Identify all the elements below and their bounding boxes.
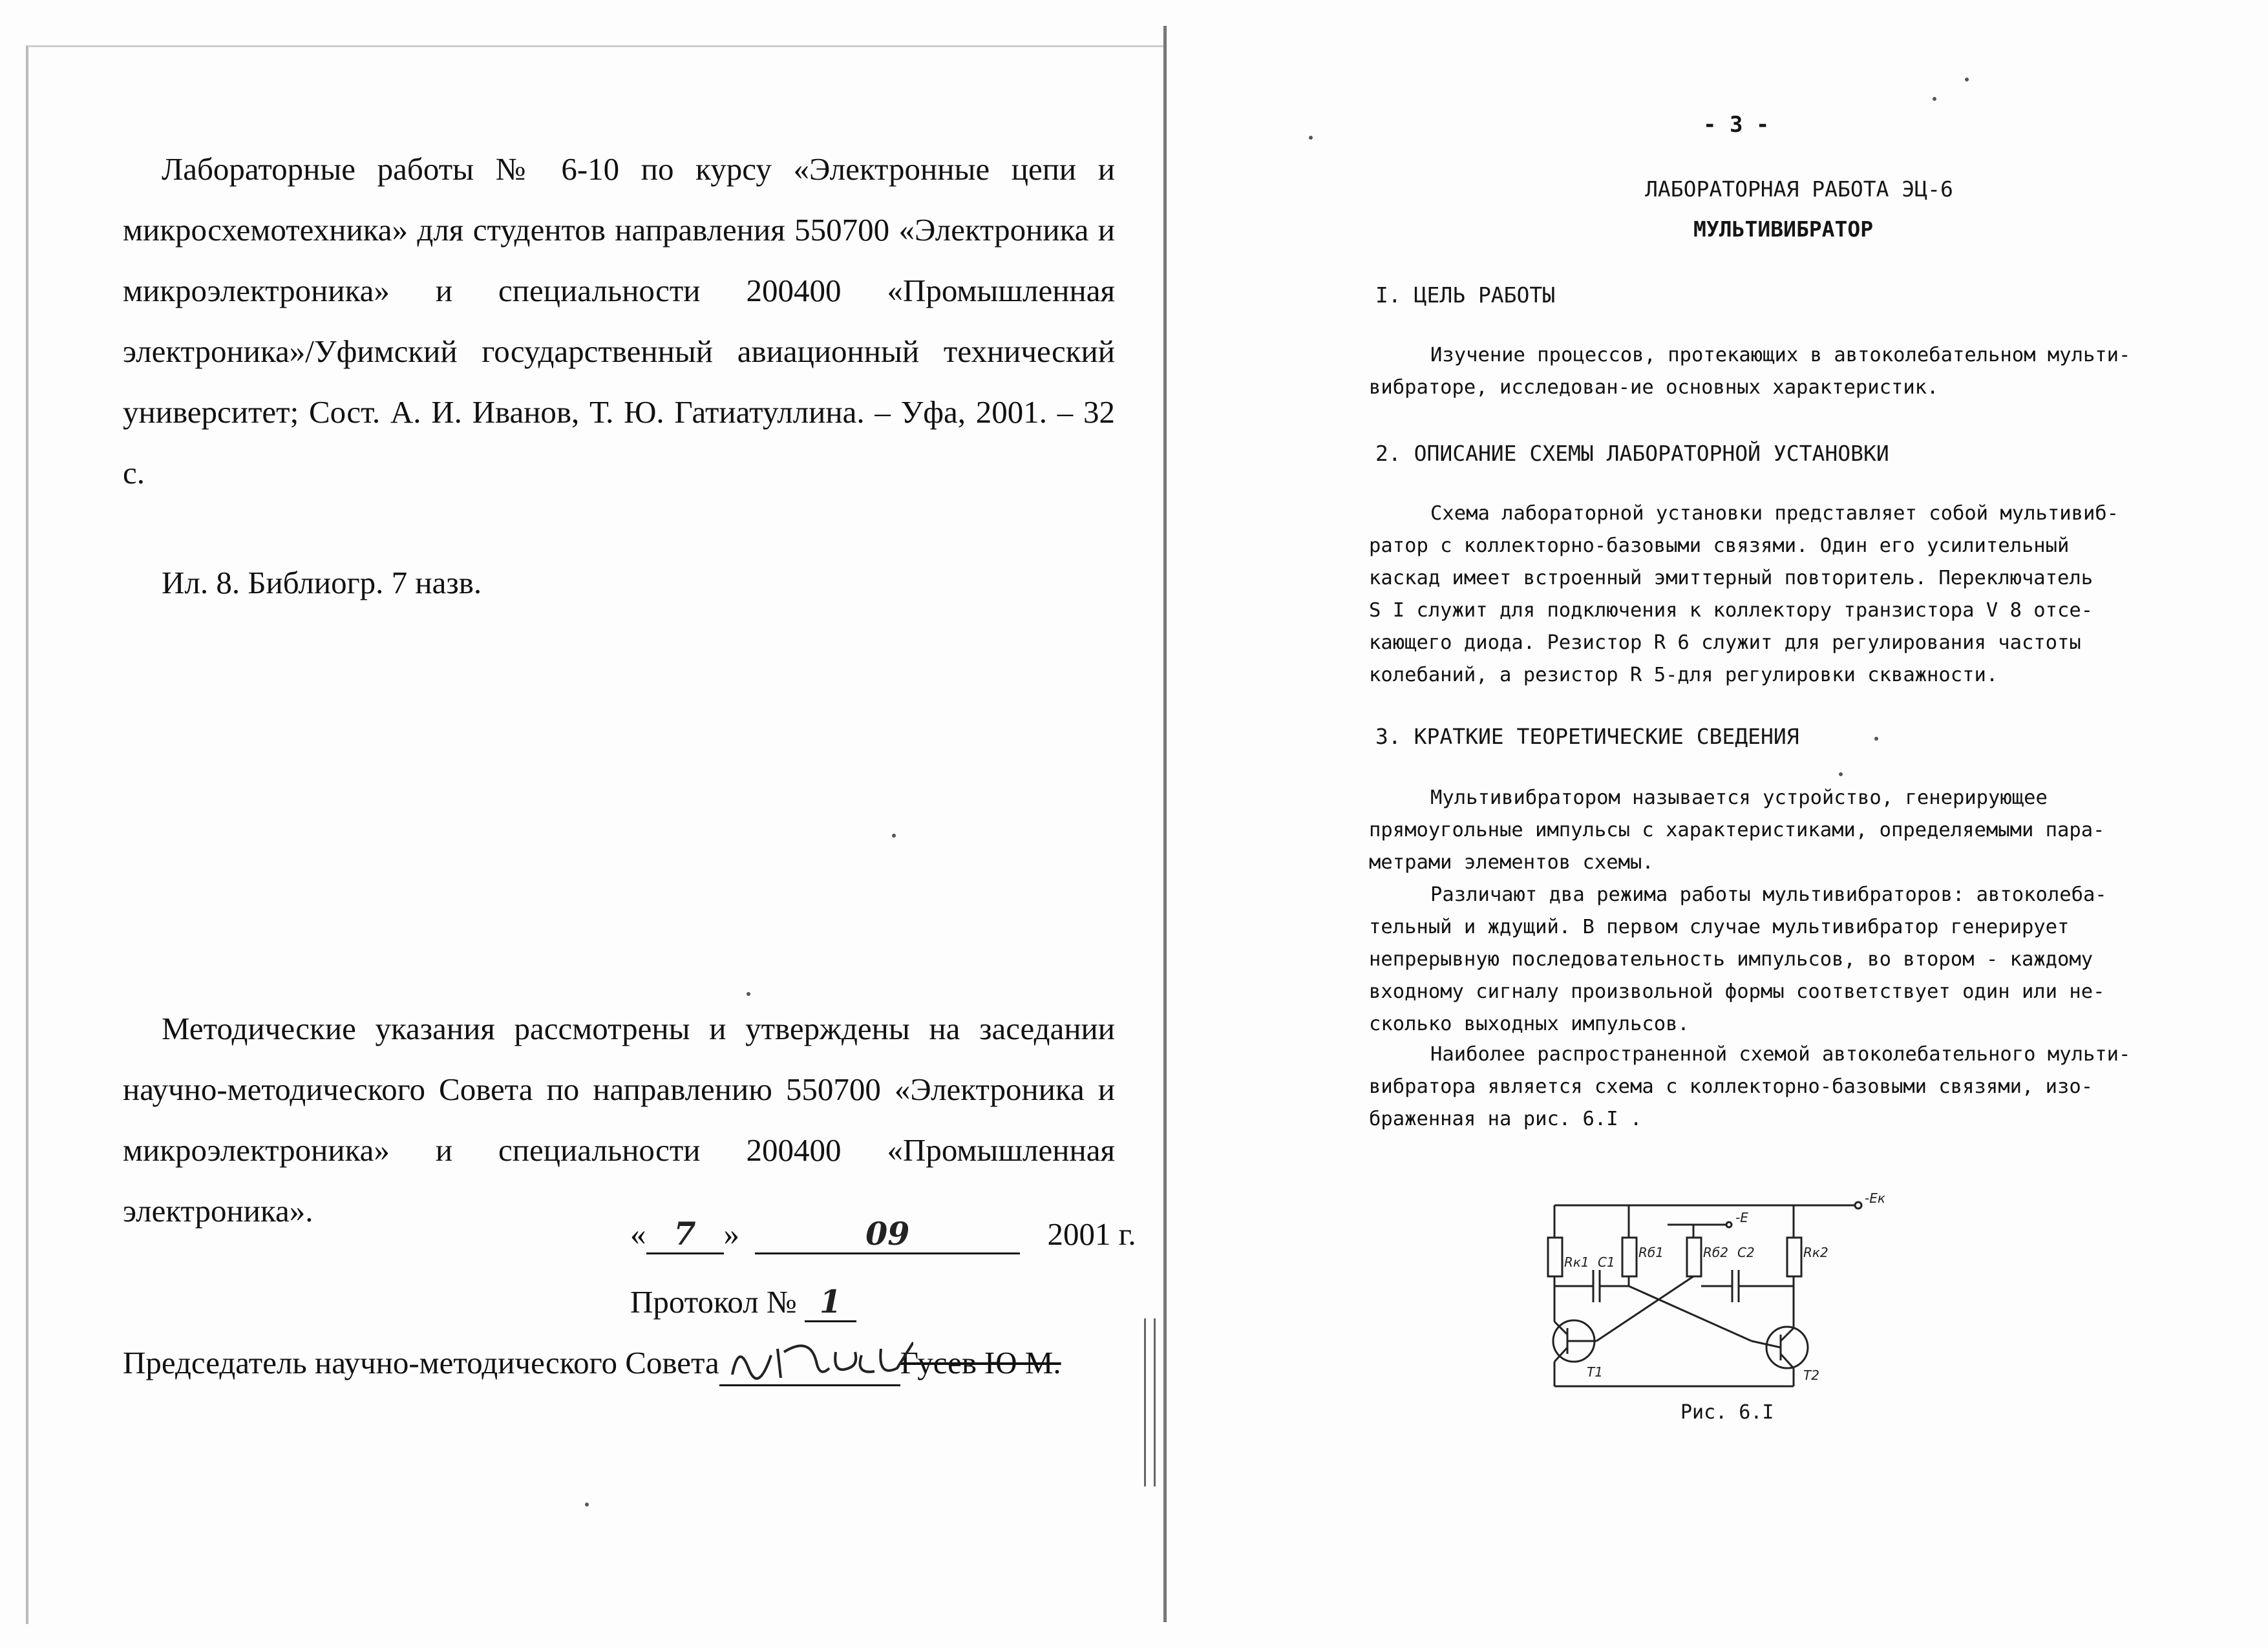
text-line: входному сигналу произвольной формы соответствует один или не- — [1369, 980, 2105, 1003]
lab-subtitle: МУЛЬТИВИБРАТОР — [1693, 217, 1874, 242]
text-line: Мультивибратором называется устройство, генерирующее — [1430, 787, 2048, 809]
chair-label: Председатель научно-методического Совета — [123, 1345, 719, 1380]
bibliographic-record: Лабораторные работы № 6-10 по курсу «Электронные цепи и микросхемотехника» для студентов направления 550700 «Электроника и микроэлектроника» и специальности 200400 «Промышленная электроника»/Уфимский государственный авиационный технический университет; Сост. А. И. Иванов, Т. Ю. Гатиатуллина. – Уфа, 2001. – 32 с. — [123, 151, 1115, 491]
label-rb1: Rб1 — [1638, 1245, 1664, 1260]
theory-paragraph-1 — [1369, 782, 2190, 879]
label-rk1: Rк1 — [1564, 1254, 1589, 1270]
text-line: сколько выходных импульсов. — [1369, 1013, 1690, 1035]
label-rb2: Rб2 — [1703, 1245, 1728, 1260]
text-line: вибраторе, исследован-ие основных характеристик. — [1369, 376, 1939, 399]
label-c1: C1 — [1598, 1254, 1615, 1270]
date-month: 09 — [755, 1215, 1020, 1254]
text-line: Наиболее распространенной схемой автоколебательного мульти- — [1430, 1043, 2131, 1066]
text-line: S I служит для подключения к коллектору транзистора V 8 отсе- — [1369, 599, 2093, 622]
text-line: метрами элементов схемы. — [1369, 851, 1654, 874]
protocol-line — [630, 1283, 856, 1322]
text-line: каскад имеет встроенный эмиттерный повторитель. Переключатель — [1369, 567, 2093, 589]
date-close-quote: » — [723, 1216, 739, 1252]
section-heading-theory: 3. КРАТКИЕ ТЕОРЕТИЧЕСКИЕ СВЕДЕНИЯ — [1375, 724, 1799, 749]
label-rk2: Rк2 — [1803, 1245, 1828, 1260]
figure-caption: Рис. 6.I — [1680, 1401, 1774, 1424]
text-line: браженная на рис. 6.I . — [1369, 1108, 1642, 1130]
label-t1: T1 — [1587, 1364, 1603, 1380]
multivibrator-circuit-diagram — [1538, 1192, 1945, 1412]
text-line: колебаний, а резистор R 5-для регулировки скважности. — [1369, 664, 1998, 686]
chair-line — [123, 1344, 1061, 1386]
label-supply-ek: -Eк — [1865, 1192, 1885, 1206]
approval-date — [630, 1215, 1136, 1254]
section-goal-text — [1369, 339, 2190, 404]
section-setup-text — [1369, 498, 2190, 692]
illustrations-note: Ил. 8. Библиогр. 7 назв. — [162, 565, 482, 600]
approval-statement: Методические указания рассмотрены и утверждены на заседании научно-методического Совета по направлению 550700 «Электроника и микроэлектроника» и специальности 200400 «Промышленная электроника». — [123, 1011, 1115, 1229]
text-line: вибратора является схема с коллекторно-базовыми связями, изо- — [1369, 1075, 2093, 1098]
protocol-label: Протокол № — [630, 1284, 797, 1320]
text-line: Изучение процессов, протекающих в автоколебательном мульти- — [1430, 344, 2131, 366]
label-c2: C2 — [1737, 1245, 1755, 1260]
text-line: Схема лабораторной установки представляет собой мультивиб- — [1430, 502, 2119, 525]
protocol-number: 1 — [805, 1283, 856, 1322]
theory-paragraph-2 — [1369, 879, 2190, 1041]
label-supply-e: -E — [1735, 1210, 1748, 1225]
date-day: 7 — [646, 1215, 724, 1254]
text-line: кающего диода. Резистор R 6 служит для регулирования частоты — [1369, 631, 2081, 654]
text-line: непрерывную последовательность импульсов, во втором - каждому — [1369, 948, 2093, 971]
chair-name: Гусев Ю М. — [900, 1345, 1061, 1380]
label-t2: T2 — [1803, 1368, 1819, 1383]
section-heading-goal: I. ЦЕЛЬ РАБОТЫ — [1375, 282, 1556, 308]
text-line: ратор с коллекторно-базовыми связями. Один его усилительный — [1369, 534, 2070, 557]
binding-staple — [1144, 1318, 1156, 1486]
section-heading-setup: 2. ОПИСАНИЕ СХЕМЫ ЛАБОРАТОРНОЙ УСТАНОВКИ — [1375, 441, 1889, 466]
page-number: - 3 - — [1703, 112, 1770, 138]
text-line: прямоугольные импульсы с характеристиками, определяемыми пара- — [1369, 819, 2105, 841]
handwritten-signature — [719, 1346, 900, 1386]
date-open-quote: « — [630, 1216, 646, 1252]
lab-title: ЛАБОРАТОРНАЯ РАБОТА ЭЦ-6 — [1645, 176, 1953, 202]
text-line: тельный и ждущий. В первом случае мультивибратор генерирует — [1369, 916, 2070, 938]
date-year: 2001 г. — [1047, 1216, 1136, 1252]
text-line: Различают два режима работы мультивибраторов: автоколеба- — [1430, 883, 2107, 906]
theory-paragraph-3 — [1369, 1039, 2190, 1136]
